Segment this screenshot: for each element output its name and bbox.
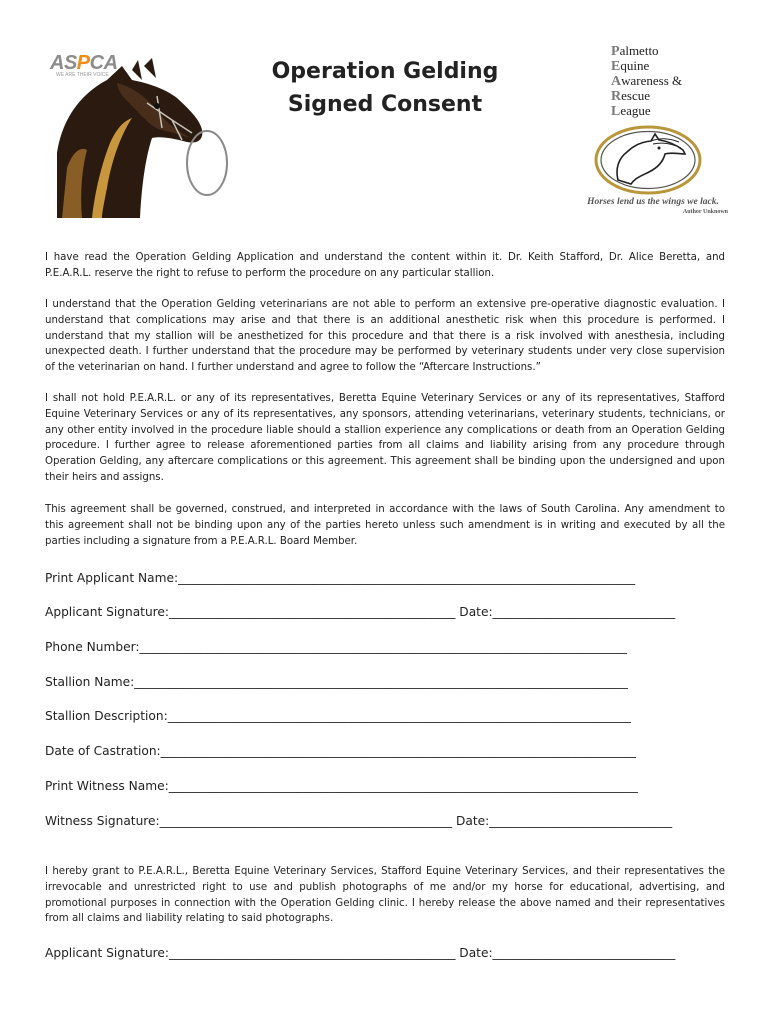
- date-of-castration-field[interactable]: Date of Castration:______________________________________________________________________________: [45, 744, 636, 758]
- pearl-motto: Horses lend us the wings we lack.: [587, 197, 719, 207]
- pearl-line: Equine: [611, 58, 650, 74]
- consent-paragraph-3: I shall not hold P.E.A.R.L. or any of its representatives, Beretta Equine Veterinary Services or any of its representatives, Stafford Equine Veterinary Services or any of its representatives, any sponsors, attending veterinarians, veterinary students, technicians, or any other entity involved in the procedure liable should a stallion experience any complications or death from an Operation Gelding procedure. I further agree to release aforementioned parties from all claims and liability arising from any procedure through Operation Gelding, any aftercare complications or this agreement. This agreement shall be binding upon the undersigned and upon their heirs and assigns.: [45, 393, 725, 483]
- aspca-tagline: WE ARE THEIR VOICE: [56, 72, 109, 78]
- phone-number-field[interactable]: Phone Number:________________________________________________________________________________: [45, 640, 627, 654]
- consent-paragraph-1: I have read the Operation Gelding Application and understand the content within it. Dr. Keith Stafford, Dr. Alice Beretta, and P.E.A.R.L. reserve the right to refuse to perform the procedure on any particular stallion.: [45, 252, 725, 279]
- stallion-description-field[interactable]: Stallion Description:____________________________________________________________________________: [45, 709, 631, 723]
- pearl-organization-name: [611, 44, 682, 119]
- stallion-name-field[interactable]: Stallion Name:_________________________________________________________________________________: [45, 675, 628, 689]
- title-line-1: Operation Gelding: [271, 59, 499, 84]
- pearl-line: League: [611, 103, 651, 119]
- page-title: [270, 55, 500, 121]
- title-line-2: Signed Consent: [287, 92, 483, 117]
- pearl-horse-emblem: [593, 124, 703, 196]
- consent-paragraph-2: I understand that the Operation Gelding veterinarians are not able to perform an extensive pre-operative diagnostic evaluation. I understand that complications may arise and that there is an additional anesthetic risk when this procedure is performed. I understand that my stallion will be anesthetized for this procedure and that there is a risk involved with anesthesia, including unexpected death. I further understand that the procedure may be performed by veterinary students under very close supervision of the veterinarian on hand. I further understand and agree to follow the “Aftercare Instructions.”: [45, 299, 725, 374]
- consent-paragraph-4: This agreement shall be governed, construed, and interpreted in accordance with the laws of South Carolina. Any amendment to this agreement shall not be binding upon any of the parties hereto unless such amendment is in writing and executed by all the parties including a signature from a P.E.A.R.L. Board Member.: [45, 504, 725, 547]
- witness-signature-field[interactable]: Witness Signature:________________________________________________ Date:______________________________: [45, 814, 673, 828]
- horse-head-photo: [52, 58, 237, 218]
- print-witness-name-field[interactable]: Print Witness Name:_____________________________________________________________________________: [45, 779, 638, 793]
- document-header: [0, 0, 770, 235]
- photo-release-applicant-signature-field[interactable]: Applicant Signature:_______________________________________________ Date:______________________________: [45, 946, 676, 960]
- photo-release-paragraph: I hereby grant to P.E.A.R.L., Beretta Equine Veterinary Services, Stafford Equine Veterinary Services, and their representatives the irrevocable and unrestricted right to use and publish photographs of me and/or my horse for educational, advertising, and promotional purposes in connection with the Operation Gelding clinic. I hereby release the above named and their representatives from all claims and liability relating to said photographs.: [45, 866, 725, 925]
- pearl-line: Awareness &: [611, 73, 683, 89]
- print-applicant-name-field[interactable]: Print Applicant Name:___________________________________________________________________________: [45, 571, 636, 585]
- applicant-signature-field[interactable]: Applicant Signature:_______________________________________________ Date:______________________________: [45, 605, 676, 619]
- aspca-logo: ASPCA: [50, 52, 118, 74]
- aspca-logo-accent: P: [76, 52, 90, 74]
- pearl-line: Palmetto: [611, 43, 659, 59]
- pearl-line: Rescue: [611, 88, 650, 104]
- pearl-motto-author: Author Unknown: [682, 209, 728, 215]
